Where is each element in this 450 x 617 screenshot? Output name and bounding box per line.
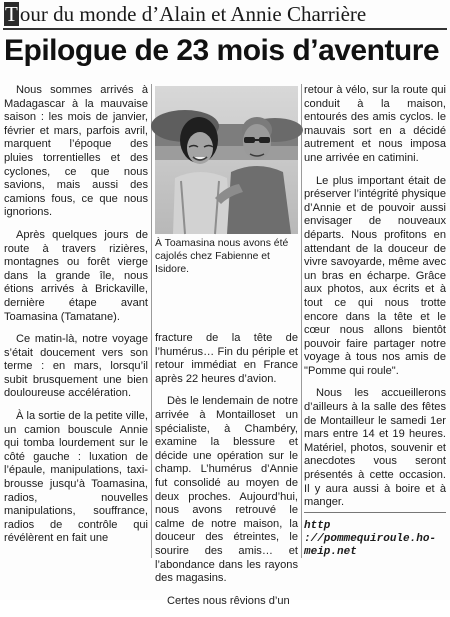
column-2 — [155, 332, 298, 617]
url-divider — [304, 512, 446, 513]
photo-caption: À Toamasina nous avons été cajolés chez Fabienne et Isidore. — [155, 238, 289, 275]
kicker-text: our du monde d’Alain et Annie Charrière — [19, 2, 367, 26]
col1-paragraph-2: Après quelques jours de route à travers rizières, montagnes ou forêt vierge dans la grande île, nous étions arrivés à Brickaville, dernière étape avant Toamasina (Tamatane). — [4, 228, 148, 323]
kicker-dropcap: T — [5, 2, 18, 26]
column-1 — [4, 84, 148, 555]
photo-couple-image — [155, 86, 298, 234]
col3-paragraph-2: Le plus important était de préserver l’intégrité physique d’Annie et de pouvoir aussi envisager de nouveaux départs. Nous profitons en attendant de la douceur de vivre savoyarde, même avec un bras en écharpe. Grâce aux photos, aux écrits et à tout ce qui nous trotte encore dans la tête et le cœur nous allons bientôt pouvoir faire partager notre voyage à tous nos amis de "Pomme qui roule". — [304, 174, 446, 377]
column-3 — [304, 84, 446, 519]
col1-paragraph-4: À la sortie de la petite ville, un camion bouscule Annie qui tomba lourdement sur le côté gauche : luxation de l’épaule, manipulations, taxi-brousse jusqu’à Toamasina, radios, nouvelles manipulations, souffrance, radios de contrôle qui révélèrent en fait une — [4, 410, 148, 545]
article-headline: Epilogue de 23 mois d’aventure — [4, 34, 440, 67]
col1-paragraph-3: Ce matin-là, notre voyage s’était doucement vers son terme : en mars, lorsqu’il subit brusquement une bien douloureuse accélération. — [4, 333, 148, 400]
col2-paragraph-3: Certes nous rêvions d’un — [167, 594, 290, 607]
col3-paragraph-1: retour à vélo, sur la route qui conduit à la maison, entourés des amis cyclos. le mauvais sort en a décidé autrement et nous imposa une arrivée en catimini. — [304, 84, 446, 164]
article-kicker — [4, 2, 446, 26]
col2-paragraph-1: fracture de la tête de l’humérus… Fin du périple et retour immédiat en France après 22 heures d’avion. — [155, 332, 298, 385]
column-divider-2 — [301, 84, 302, 558]
col2-paragraph-2: Dès le lendemain de notre arrivée à Montailloset un spécialiste, à Chambéry, examine la blessure et décide une opération sur le champ. L’humérus d’Annie fut consolidé au moyen de deux proches. Aujourd’hui, nous avons retrouvé le calme de notre maison, la douceur des étreintes, le sourire des amis… et l’abondance dans les rayons des magasins. — [155, 395, 298, 585]
website-url: http ://pommequiroule.ho-meip.net — [304, 520, 437, 558]
article-photo — [155, 86, 298, 234]
col1-paragraph-1: Nous sommes arrivés à Madagascar à la mauvaise saison : les mois de janvier, février et mars, parfois avril, marquent l’époque des pluies torrentielles et des cyclones, ce que nous savions, mais aussi des camions fous, ce que nous ignorions. — [4, 84, 148, 219]
column-divider-1 — [151, 84, 152, 558]
col3-paragraph-3: Nous les accueillerons d’ailleurs à la salle des fêtes de Montailleur le samedi 1er mars entre 14 et 19 heures. Matériel, photos, souvenir et anecdotes vous seront présentés à cette occasion. Il y aura aussi à boire et à manger. — [304, 387, 446, 509]
